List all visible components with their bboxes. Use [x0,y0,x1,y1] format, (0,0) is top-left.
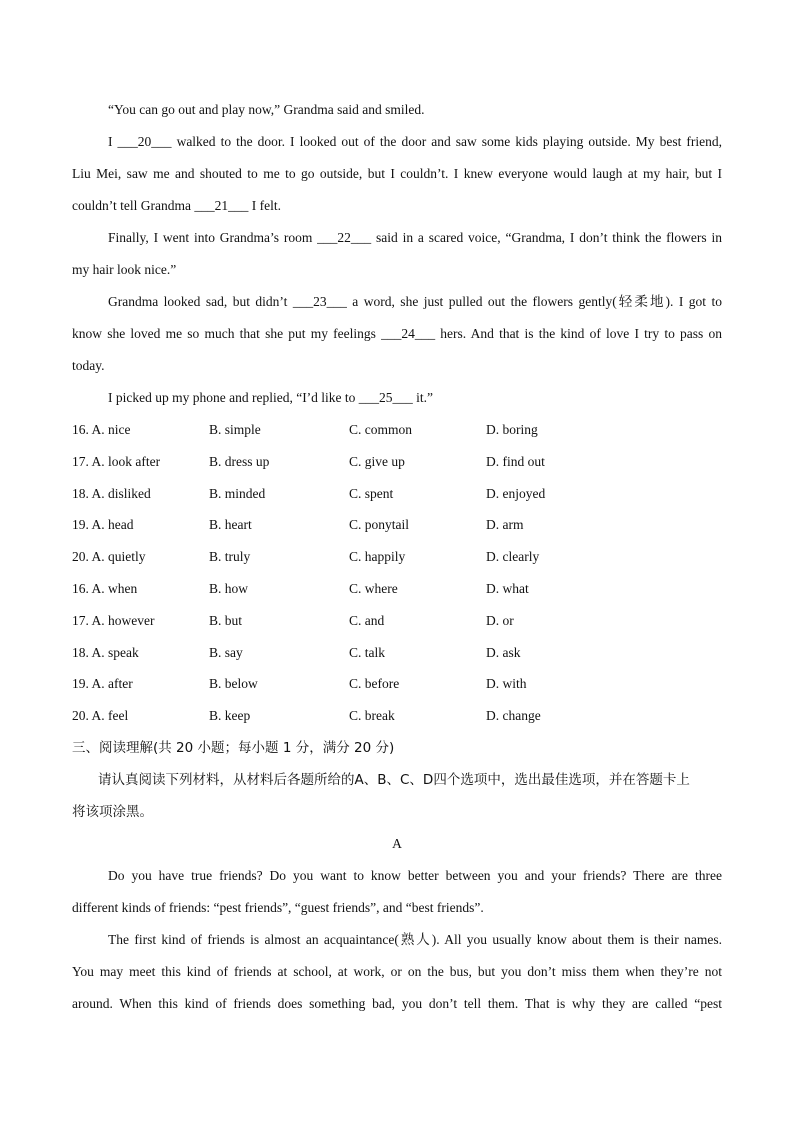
passage-line: my hair look nice.” [72,262,177,277]
passage-line: today. [72,358,105,373]
option-row [72,449,722,481]
option-a: 19. A. head [72,517,134,533]
option-b: B. heart [209,517,252,533]
cloze-passage [72,97,722,417]
option-c: C. spent [349,485,394,501]
passage-line: couldn’t tell Grandma ___21___ I felt. [72,198,281,213]
option-a: 20. A. quietly [72,549,146,565]
reading-section [72,735,722,1023]
option-c: C. where [349,580,398,596]
option-d: D. boring [486,422,538,437]
passage-line: Grandma looked sad, but didn’t ___23___ a word, she just pulled out the flowers gently(轻柔地). I got to [108,294,722,309]
option-a: 17. A. however [72,612,155,628]
option-a: 19. A. after [72,676,133,692]
option-d: D. what [486,580,529,596]
option-row [72,608,722,640]
reading-line: around. When this kind of friends does something bad, you don’t tell them. That is why they are called “pest [72,995,722,1011]
option-a: 18. A. speak [72,644,139,660]
option-row [72,481,722,513]
option-c: C. break [349,708,395,724]
option-row [72,512,722,544]
option-b: B. but [209,612,243,628]
option-c: C. ponytail [349,517,409,533]
reading-line: Do you have true friends? Do you want to know better between you and your friends? There are three [108,867,722,883]
option-d: D. change [486,708,541,724]
option-c: C. before [349,676,400,692]
option-row [72,544,722,576]
option-b: B. keep [209,708,251,724]
passage-line: I picked up my phone and replied, “I’d like to ___25___ it.” [108,390,434,405]
document-page [72,97,722,1023]
passage-line: Finally, I went into Grandma’s room ___22___ said in a scared voice, “Grandma, I don’t think the flowers in [108,230,722,245]
options-list [72,417,722,735]
option-c: C. give up [349,453,405,469]
option-row [72,640,722,672]
option-b: B. below [209,676,258,692]
option-row [72,576,722,608]
option-c: C. talk [349,644,385,660]
passage-label: A [392,835,402,851]
option-d: D. enjoyed [486,485,546,501]
option-a: 16. A. when [72,580,138,596]
option-row [72,671,722,703]
option-row [72,703,722,735]
option-a: 17. A. look after [72,453,161,469]
option-b: B. dress up [209,453,270,469]
option-c: C. happily [349,549,406,565]
passage-line: I ___20___ walked to the door. I looked out of the door and saw some kids playing outside. My best friend, [108,134,722,149]
reading-line: The first kind of friends is almost an acquaintance(熟人). All you usually know about them is their names. [108,931,722,947]
option-d: D. clearly [486,549,540,565]
option-c: C. and [349,612,385,628]
option-d: D. arm [486,517,524,533]
option-b: B. minded [209,485,266,501]
passage-line: “You can go out and play now,” Grandma said and smiled. [108,102,425,117]
section-instruction: 请认真阅读下列材料，从材料后各题所给的A、B、C、D四个选项中，选出最佳选项，并在答题卡上 [98,771,690,788]
option-a: 18. A. disliked [72,485,151,501]
option-a: 20. A. feel [72,708,129,724]
reading-line: different kinds of friends: “pest friends”, “guest friends”, and “best friends”. [72,899,484,915]
passage-line: Liu Mei, saw me and shouted to me to go outside, but I couldn’t. I knew everyone would laugh at my hair, but I [72,166,722,181]
passage-line: know she loved me so much that she put my feelings ___24___ hers. And that is the kind of love I try to pass on [72,326,722,341]
option-row [72,417,722,449]
option-d: D. or [486,612,514,628]
option-a: 16. A. nice [72,422,131,437]
reading-line: You may meet this kind of friends at school, at work, or on the bus, but you don’t miss them when they’re not [72,963,722,979]
option-d: D. ask [486,644,521,660]
option-d: D. with [486,676,527,692]
option-b: B. say [209,644,243,660]
section-heading: 三、阅读理解(共 20 小题；每小题 1 分，满分 20 分) [72,739,395,756]
section-instruction: 将该项涂黑。 [72,803,153,820]
option-b: B. truly [209,549,251,565]
option-b: B. simple [209,422,261,437]
option-d: D. find out [486,453,545,469]
option-c: C. common [349,422,412,437]
option-b: B. how [209,580,249,596]
